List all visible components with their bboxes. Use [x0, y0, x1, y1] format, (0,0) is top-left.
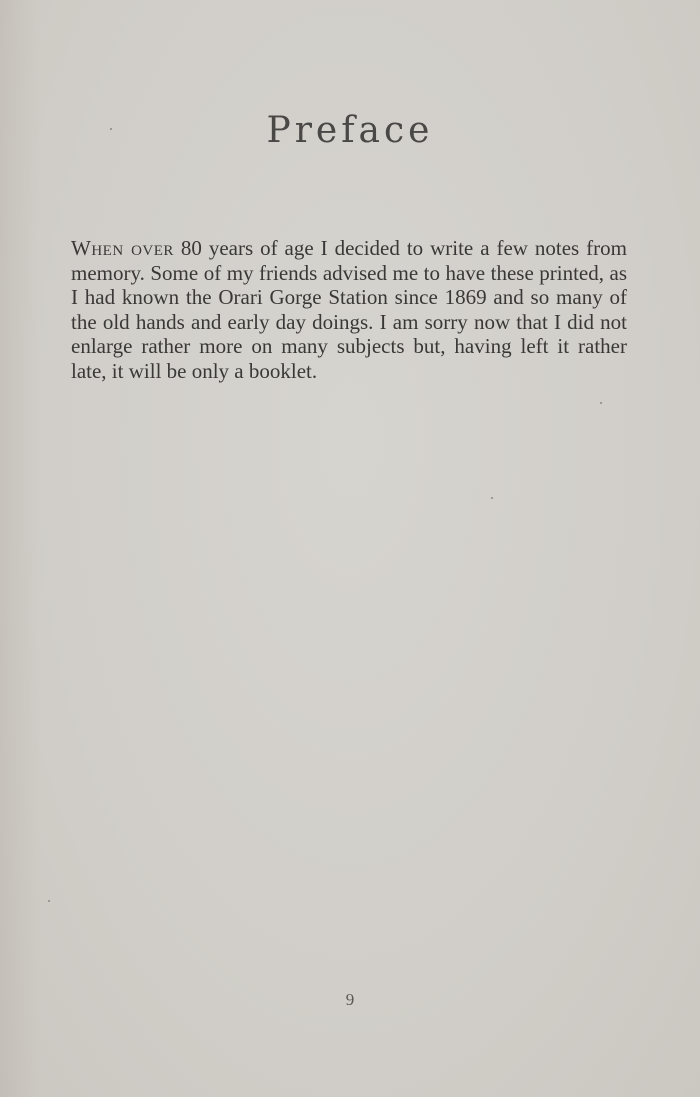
paper-speck: [491, 497, 493, 499]
page-number: 9: [345, 990, 355, 1009]
paper-speck: [600, 402, 602, 404]
paper-speck: [110, 128, 112, 130]
lead-in-smallcaps: When over: [71, 236, 174, 260]
preface-paragraph: [71, 236, 627, 384]
page-title: Preface: [266, 110, 434, 151]
preface-body-text: 80 years of age I decided to write a few notes from memory. Some of my friends advised me to have these printed, as I had known the Orari Gorge Station since 1869 and so many of the old hands and early day doings. I am sorry now that I did not enlarge rather more on many subjects but, having left it rather late, it will be only a booklet.: [71, 236, 627, 383]
paper-speck: [48, 900, 50, 902]
